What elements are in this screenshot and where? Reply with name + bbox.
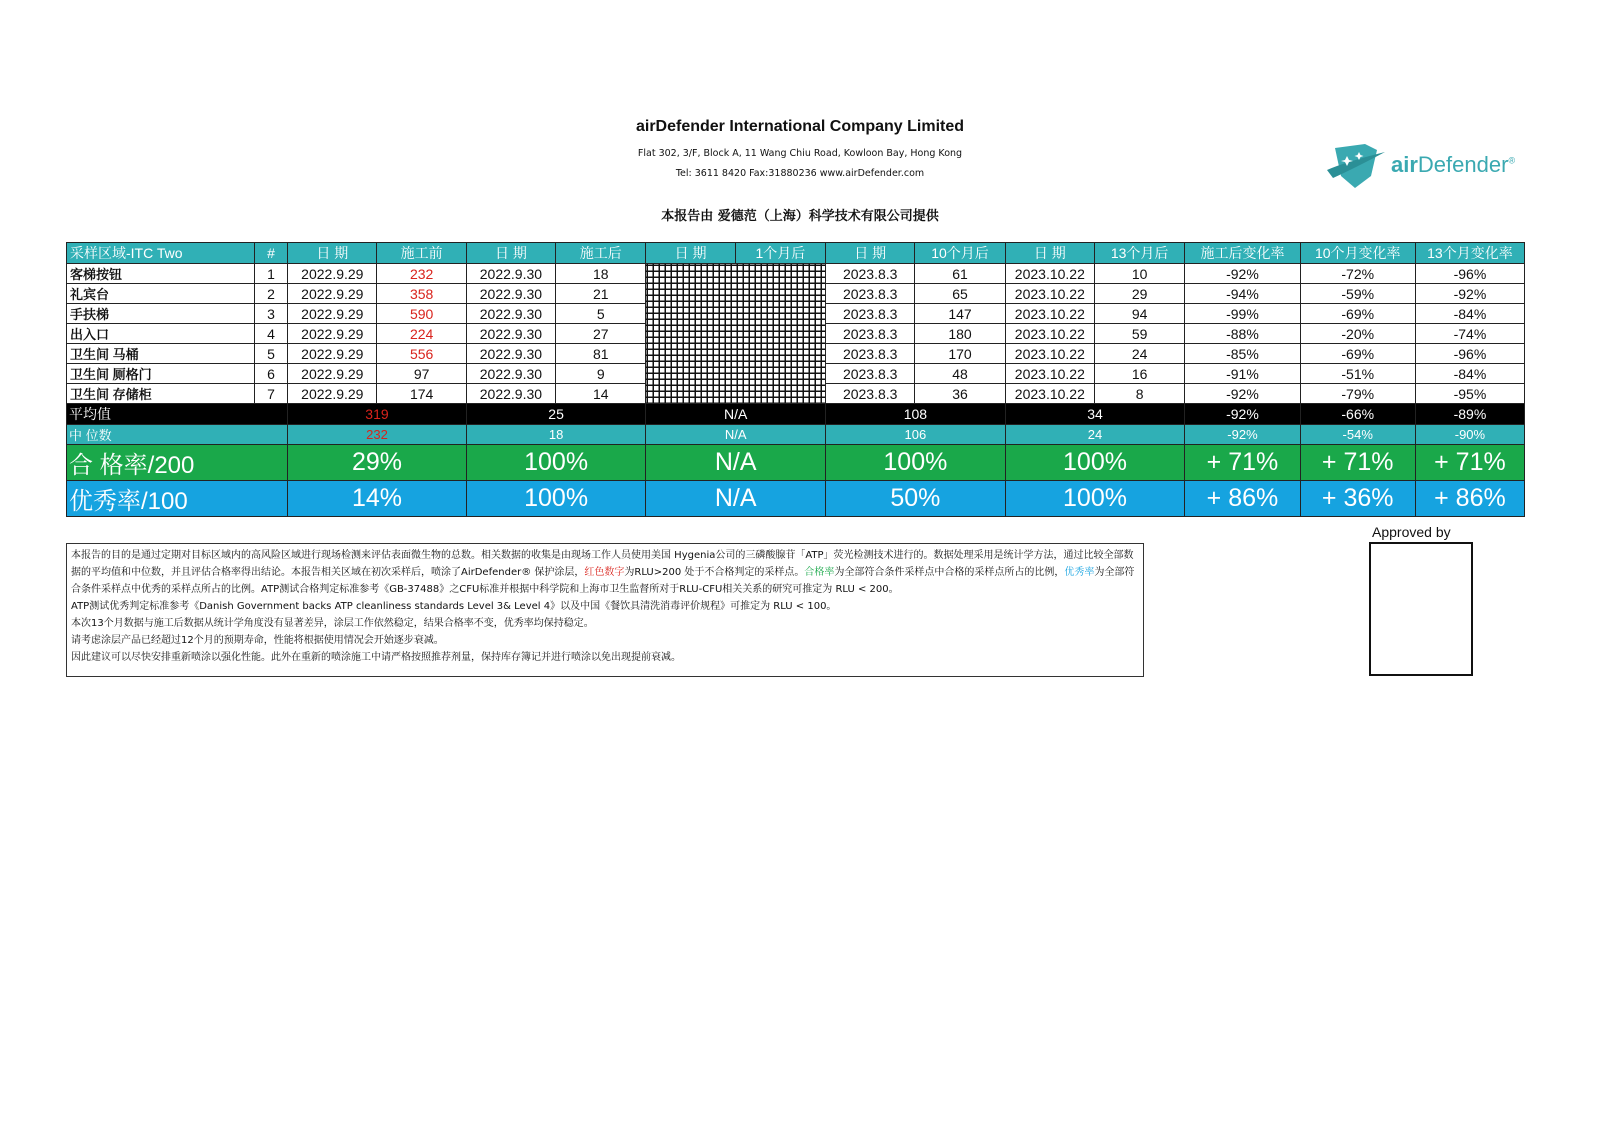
table-cell: 2023.10.22 [1005,324,1094,344]
atp-results-table [66,242,1525,517]
table-cell: 48 [915,364,1005,384]
table-cell: 94 [1094,304,1184,324]
table-cell: 14 [556,384,646,404]
table-cell: 100% [466,481,646,517]
table-cell: 34 [1005,404,1185,425]
table-cell: -92% [1415,284,1524,304]
table-cell: -95% [1415,384,1524,404]
table-cell: 174 [377,384,466,404]
table-cell: 2 [254,284,287,304]
table-cell: 2022.9.30 [466,304,555,324]
table-cell: 65 [915,284,1005,304]
table-cell: 2022.9.29 [288,384,377,404]
table-cell: 106 [826,425,1006,445]
table-cell: -84% [1415,364,1524,384]
table-cell: 25 [466,404,646,425]
table-cell: -72% [1300,264,1415,284]
table-cell: 合 格率/200 [67,445,288,481]
table-cell: -94% [1185,284,1300,304]
table-cell: 18 [466,425,646,445]
table-cell: 50% [826,481,1006,517]
note-line: 据的平均值和中位数，并且评估合格率得出结论。本报告相关区域在初次采样后，喷涂了AirDefender® 保护涂层，红色数字为RLU>200 处于不合格判定的采样点。合格率为全部符合条件采样点中合格的采样点所占的比例，优秀率为全部符 [71,567,1135,578]
table-cell: 147 [915,304,1005,324]
table-cell: 232 [377,264,466,284]
table-cell: 2022.9.30 [466,384,555,404]
table-cell: 2022.9.29 [288,284,377,304]
table-cell: -96% [1415,264,1524,284]
table-cell: 16 [1094,364,1184,384]
table-cell: 319 [288,404,467,425]
table-cell: 14% [288,481,467,517]
table-cell: 224 [377,324,466,344]
shield-wing-logo-icon [1325,140,1387,194]
column-header: 日 期 [826,243,915,264]
table-cell: 2022.9.29 [288,344,377,364]
table-header-row [67,243,1525,264]
table-cell: 81 [556,344,646,364]
table-cell: 2022.9.29 [288,364,377,384]
table-cell: + 71% [1300,445,1415,481]
table-cell: N/A [646,425,826,445]
table-cell: 2022.9.29 [288,264,377,284]
table-cell: 2023.10.22 [1005,384,1094,404]
table-cell: + 71% [1415,445,1524,481]
table-cell: -92% [1185,425,1300,445]
table-cell: 2023.10.22 [1005,364,1094,384]
company-address: Flat 302, 3/F, Block A, 11 Wang Chiu Road, Kowloon Bay, Hong Kong [637,148,963,159]
column-header: 1个月后 [735,243,825,264]
table-cell: -59% [1300,284,1415,304]
table-cell: -79% [1300,384,1415,404]
table-cell: 卫生间 马桶 [67,344,255,364]
table-cell: 24 [1005,425,1185,445]
report-notes [66,543,1144,677]
table-cell: -91% [1185,364,1300,384]
table-cell: 61 [915,264,1005,284]
report-provider-subtitle: 本报告由 爱德范（上海）科学技术有限公司提供 [661,209,939,224]
table-cell: -96% [1415,344,1524,364]
table-cell: 2022.9.29 [288,324,377,344]
table-cell: 97 [377,364,466,384]
table-cell: 2023.8.3 [826,344,915,364]
summary-row-exc [67,481,1525,517]
table-cell: N/A [646,404,826,425]
table-cell: 100% [466,445,646,481]
table-cell: 2022.9.30 [466,324,555,344]
table-cell: -66% [1300,404,1415,425]
table-cell: 2022.9.30 [466,284,555,304]
note-line: 本次13个月数据与施工后数据从统计学角度没有显著差异，涂层工作依然稳定，结果合格率不变，优秀率均保持稳定。 [71,618,594,629]
table-cell: 出入口 [67,324,255,344]
table-cell: 18 [556,264,646,284]
airdefender-logo [1325,140,1525,194]
column-header: 采样区域-ITC Two [67,243,255,264]
table-cell: 2023.8.3 [826,264,915,284]
table-row [67,264,1525,284]
table-cell: 2023.8.3 [826,324,915,344]
table-cell: 24 [1094,344,1184,364]
redacted-grid-block [646,264,826,404]
table-cell: 2023.8.3 [826,284,915,304]
table-cell: -89% [1415,404,1524,425]
table-cell: 170 [915,344,1005,364]
table-cell: 29 [1094,284,1184,304]
table-cell: 7 [254,384,287,404]
table-cell: 礼宾台 [67,284,255,304]
table-cell: 手扶梯 [67,304,255,324]
table-cell: 358 [377,284,466,304]
note-line: 合条件采样点中优秀的采样点所占的比例。ATP测试合格判定标准参考《GB-37488》之CFU标准并根据中科学院和上海市卫生监督所对于RLU-CFU相关关系的研究可推定为 RLU < 200。 [71,584,899,595]
table-cell: 9 [556,364,646,384]
column-header: 10个月后 [915,243,1005,264]
table-cell: 590 [377,304,466,324]
table-cell: -51% [1300,364,1415,384]
note-line: 本报告的目的是通过定期对目标区域内的高风险区域进行现场检测来评估表面微生物的总数。相关数据的收集是由现场工作人员使用美国 Hygenia公司的三磷酸腺苷「ATP」荧光检测技术进行的。数据处理采用是统计学方法，通过比较全部数 [71,550,1134,561]
table-cell: 556 [377,344,466,364]
column-header: 日 期 [646,243,735,264]
column-header: 施工前 [377,243,466,264]
table-cell: -69% [1300,304,1415,324]
table-cell: 2023.10.22 [1005,344,1094,364]
table-cell: -85% [1185,344,1300,364]
table-cell: -69% [1300,344,1415,364]
column-header: # [254,243,287,264]
column-header: 13个月变化率 [1415,243,1524,264]
table-cell: 5 [254,344,287,364]
table-cell: 21 [556,284,646,304]
table-cell: + 71% [1185,445,1300,481]
table-cell: 1 [254,264,287,284]
table-cell: -54% [1300,425,1415,445]
note-line: 请考虑涂层产品已经超过12个月的预期寿命，性能将根据使用情况会开始逐步衰减。 [71,635,444,646]
column-header: 施工后 [556,243,646,264]
table-cell: N/A [646,481,826,517]
table-cell: 10 [1094,264,1184,284]
table-cell: 2022.9.30 [466,364,555,384]
table-cell: -88% [1185,324,1300,344]
logo-wordmark: airDefender® [1391,152,1516,177]
table-cell: N/A [646,445,826,481]
table-cell: -90% [1415,425,1524,445]
table-cell: + 36% [1300,481,1415,517]
table-cell: 59 [1094,324,1184,344]
summary-row-avg [67,404,1525,425]
table-cell: -92% [1185,404,1300,425]
table-cell: -92% [1185,384,1300,404]
table-cell: 27 [556,324,646,344]
table-cell: 3 [254,304,287,324]
table-cell: -20% [1300,324,1415,344]
column-header: 日 期 [288,243,377,264]
table-cell: 2023.10.22 [1005,304,1094,324]
table-cell: 客梯按钮 [67,264,255,284]
column-header: 10个月变化率 [1300,243,1415,264]
table-cell: 卫生间 厕格门 [67,364,255,384]
table-cell: 100% [1005,445,1185,481]
table-cell: 5 [556,304,646,324]
column-header: 日 期 [466,243,555,264]
table-cell: 6 [254,364,287,384]
table-cell: 优秀率/100 [67,481,288,517]
table-cell: 100% [826,445,1006,481]
table-cell: 36 [915,384,1005,404]
table-cell: 2023.8.3 [826,384,915,404]
table-cell: 2022.9.30 [466,344,555,364]
table-cell: 29% [288,445,467,481]
summary-row-pass [67,445,1525,481]
table-cell: 2023.8.3 [826,364,915,384]
table-cell: 100% [1005,481,1185,517]
table-cell: + 86% [1185,481,1300,517]
approval-signature-box [1369,542,1473,676]
table-cell: 180 [915,324,1005,344]
table-cell: -92% [1185,264,1300,284]
table-cell: 8 [1094,384,1184,404]
table-cell: + 86% [1415,481,1524,517]
table-cell: 108 [826,404,1006,425]
table-cell: 中 位数 [67,425,288,445]
summary-row-med [67,425,1525,445]
approved-by-label: Approved by [1372,524,1451,540]
table-cell: 2023.8.3 [826,304,915,324]
company-contact: Tel: 3611 8420 Fax:31880236 www.airDefender.com [675,168,925,179]
column-header: 13个月后 [1094,243,1184,264]
column-header: 施工后变化率 [1185,243,1300,264]
table-cell: 2022.9.30 [466,264,555,284]
note-line: ATP测试优秀判定标准参考《Danish Government backs ATP cleanliness standards Level 3& Level 4》以及中国《餐饮具清洗消毒评价规程》可推定为 RLU < 100。 [71,601,837,612]
table-cell: 平均值 [67,404,288,425]
note-line: 因此建议可以尽快安排重新喷涂以强化性能。此外在重新的喷涂施工中请严格按照推荐剂量，保持库存簿记并进行喷涂以免出现提前衰减。 [71,652,681,663]
table-cell: 232 [288,425,467,445]
table-cell: -99% [1185,304,1300,324]
company-name: airDefender International Company Limited [635,118,965,135]
table-cell: 2023.10.22 [1005,284,1094,304]
table-cell: 2023.10.22 [1005,264,1094,284]
table-cell: 4 [254,324,287,344]
table-cell: -74% [1415,324,1524,344]
table-cell: 卫生间 存储柜 [67,384,255,404]
table-cell: -84% [1415,304,1524,324]
table-cell: 2022.9.29 [288,304,377,324]
column-header: 日 期 [1005,243,1094,264]
